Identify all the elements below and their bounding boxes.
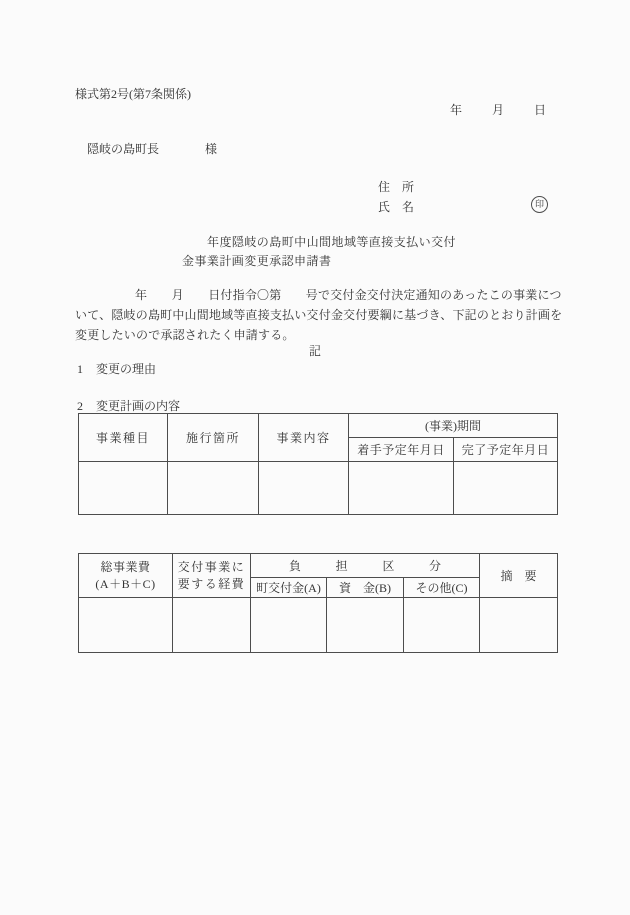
plan-table-cell-location xyxy=(168,462,259,515)
burden-char-1: 負 xyxy=(289,558,302,573)
name-label: 氏 名 xyxy=(378,200,415,214)
section-2-title: 変更計画の内容 xyxy=(96,399,181,413)
burden-char-2: 担 xyxy=(335,558,348,573)
addressee-name: 隠岐の島町長 xyxy=(87,142,160,156)
date-line: 年 月 日 xyxy=(450,103,549,117)
cost-table-header-fund: 資 金(B) xyxy=(327,578,404,598)
cost-table-cell-fund xyxy=(327,598,404,653)
cost-table-header-expense xyxy=(173,554,251,598)
burden-char-3: 区 xyxy=(382,558,395,573)
cost-table-cell-expense xyxy=(173,598,251,653)
section-2-heading xyxy=(77,398,180,414)
section-2-number: 2 xyxy=(77,399,83,413)
body-paragraph-line2: いて、隠岐の島町中山間地域等直接支払い交付金交付要綱に基づき、下記のとおり計画を xyxy=(75,308,563,322)
plan-table xyxy=(78,413,558,515)
plan-table-header-period-end: 完了予定年月日 xyxy=(454,438,558,462)
cost-table-header-total-line2: (A＋B＋C) xyxy=(95,576,156,591)
address-label: 住 所 xyxy=(378,180,415,194)
cost-table-header-other: その他(C) xyxy=(404,578,480,598)
seal-mark-icon: 印 xyxy=(531,196,548,213)
addressee-honorific: 様 xyxy=(205,142,218,156)
plan-table-cell-business-type xyxy=(79,462,168,515)
record-marker: 記 xyxy=(308,344,321,358)
cost-table-cell-town-grant xyxy=(251,598,327,653)
plan-table-cell-period-start xyxy=(349,462,454,515)
body-paragraph-line1: 年 月 日付指令〇第 号で交付金交付決定通知のあったこの事業につ xyxy=(135,288,562,302)
plan-table-row xyxy=(79,462,558,515)
section-1-number: 1 xyxy=(77,362,83,376)
plan-table-header-period-group: (事業)期間 xyxy=(349,414,558,438)
cost-table-header-remarks: 摘 要 xyxy=(480,554,558,598)
cost-table-header-total-line1: 総事業費 xyxy=(100,559,151,574)
cost-table-header-total xyxy=(79,554,173,598)
document-title-line1: 年度隠岐の島町中山間地域等直接支払い交付 xyxy=(207,235,457,249)
section-1-title: 変更の理由 xyxy=(96,362,157,376)
cost-table-header-town-grant: 町交付金(A) xyxy=(251,578,327,598)
section-1-heading xyxy=(77,361,156,377)
form-number: 様式第2号(第7条関係) xyxy=(75,87,191,101)
cost-table-cell-total xyxy=(79,598,173,653)
cost-table xyxy=(78,553,558,653)
plan-table-header-location: 施行箇所 xyxy=(168,414,259,462)
addressee-line xyxy=(87,141,217,157)
body-paragraph-line3: 変更したいので承認されたく申請する。 xyxy=(75,328,295,342)
cost-table-header-expense-line2: 要する経費 xyxy=(177,576,246,591)
plan-table-header-business-type: 事業種目 xyxy=(79,414,168,462)
plan-table-cell-period-end xyxy=(454,462,558,515)
cost-table-header-expense-line1: 交付事業に xyxy=(177,559,246,574)
cost-table-row xyxy=(79,598,558,653)
plan-table-header-period-start: 着手予定年月日 xyxy=(349,438,454,462)
plan-table-header-content: 事業内容 xyxy=(259,414,349,462)
cost-table-cell-remarks xyxy=(480,598,558,653)
burden-char-4: 分 xyxy=(428,558,441,573)
document-title-line2: 金事業計画変更承認申請書 xyxy=(182,254,332,268)
cost-table-cell-other xyxy=(404,598,480,653)
cost-table-header-burden-group xyxy=(251,554,480,578)
plan-table-cell-content xyxy=(259,462,349,515)
